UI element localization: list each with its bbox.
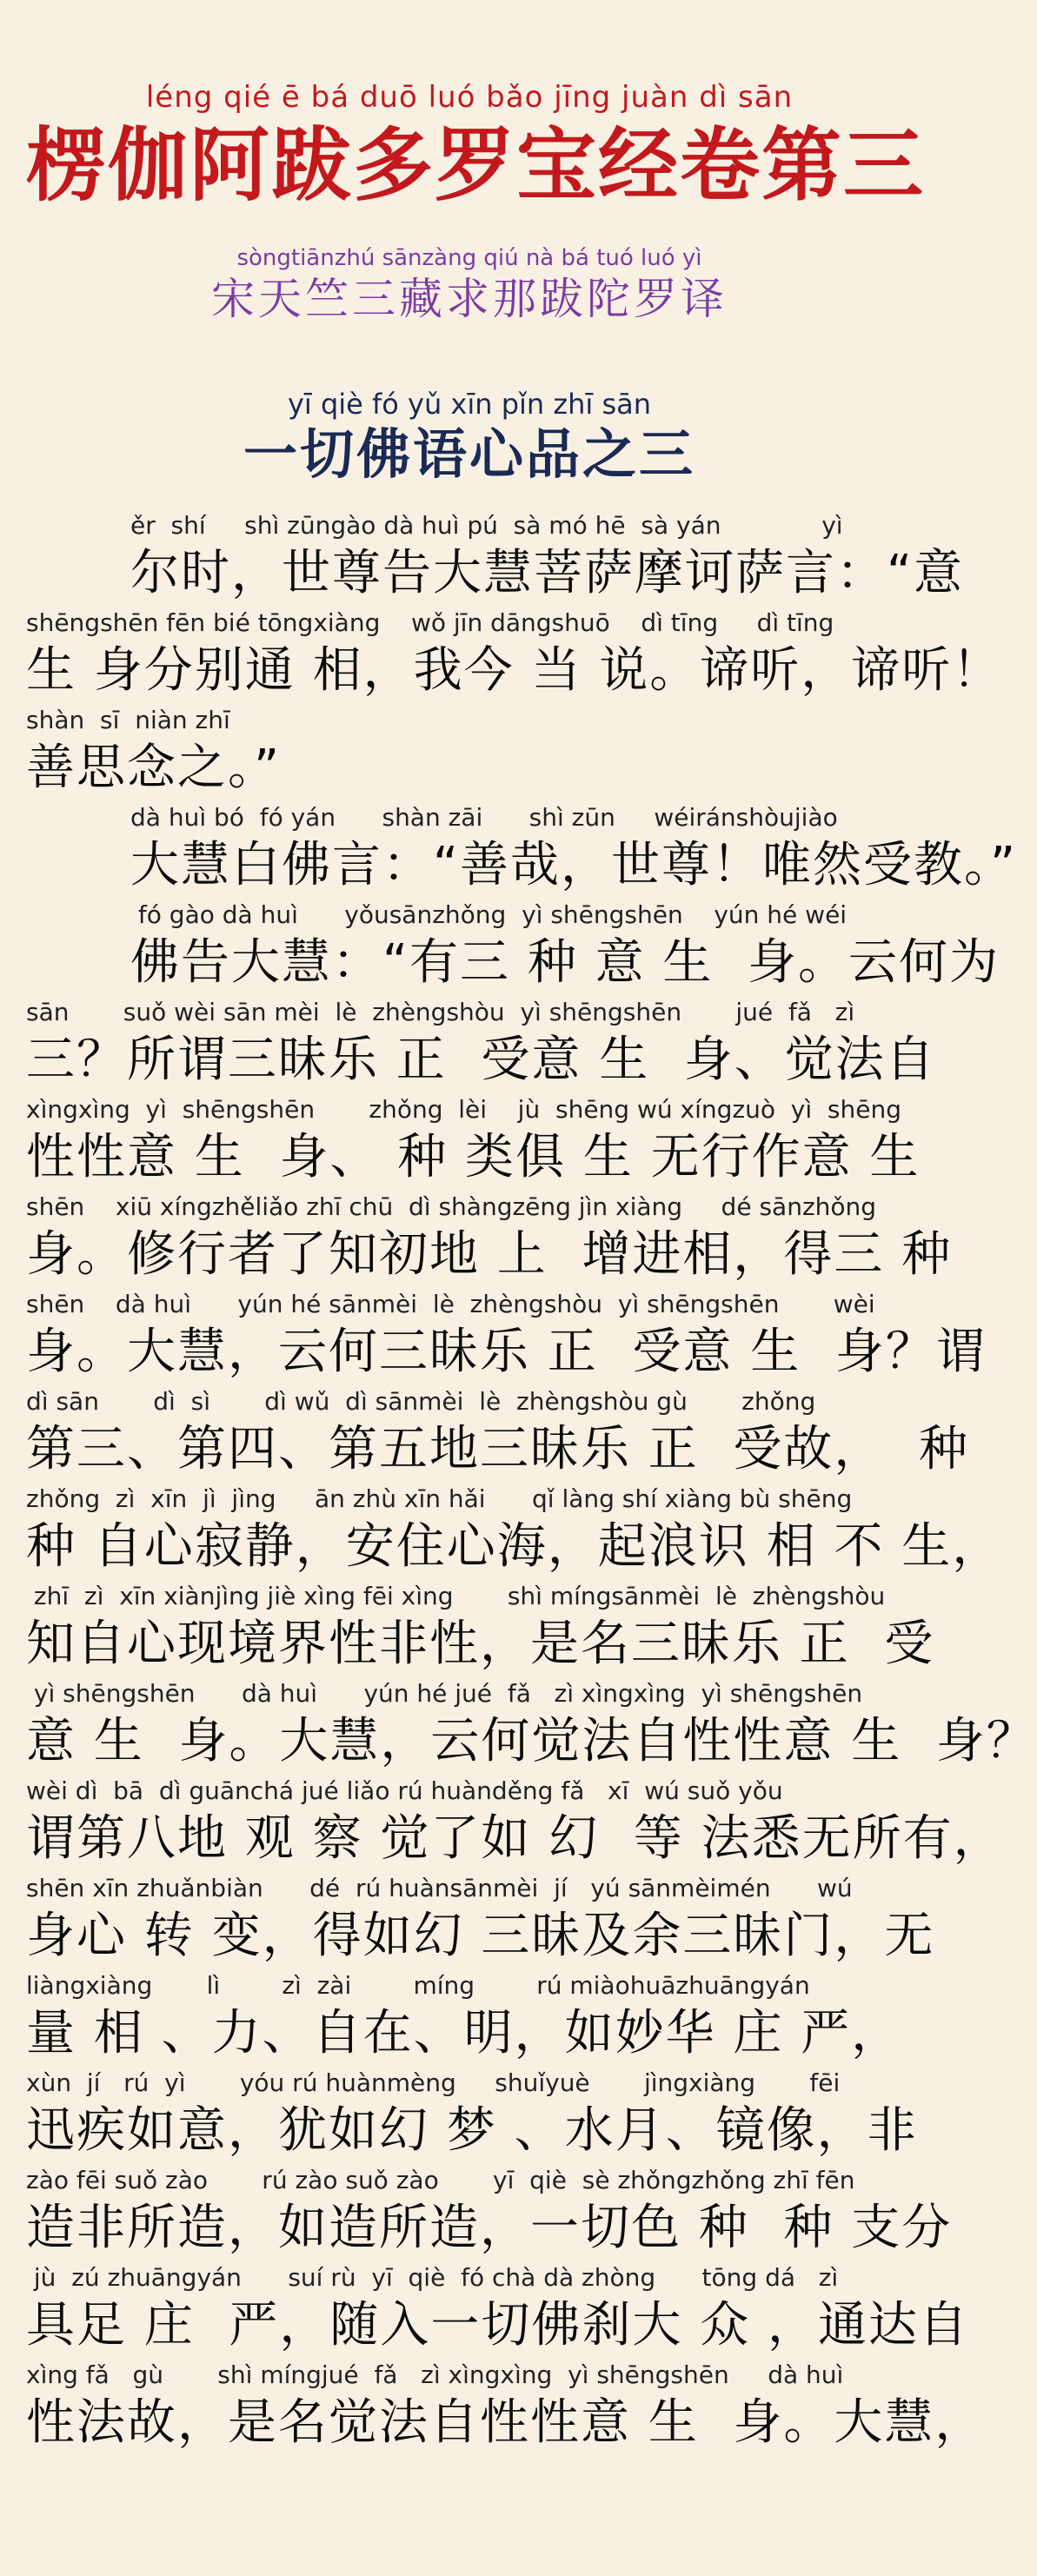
- hanzi-line: 具足 庄 严，随入一切佛刹大 众 ，通达自: [26, 2297, 970, 2354]
- pinyin-line: jù zú zhuāngyán suí rù yī qiè fó chà dà zhòng tōng dá zì: [26, 2263, 839, 2292]
- text-line: [26, 2261, 970, 2359]
- hanzi-line: 种 自心寂静，安住心海，起浪识 相 不 生，: [26, 1518, 1003, 1575]
- hanzi-line: 谓第八地 观 察 觉了如 幻 等 法悉无所有，: [26, 1810, 1004, 1867]
- translator-line: 宋天竺三藏求那跋陀罗译: [211, 274, 728, 324]
- text-line: [26, 2067, 918, 2164]
- text-line: [26, 1580, 935, 1677]
- pinyin-line: zào fēi suǒ zào rú zào suǒ zào yī qiè sè zhǒngzhǒng zhī fēn: [26, 2166, 855, 2194]
- pinyin-line: sān suǒ wèi sān mèi lè zhèngshòu yì shēngshēn jué fǎ zì: [26, 998, 855, 1026]
- hanzi-line: 性性意 生 身、 种 类俱 生 无行作意 生: [26, 1129, 921, 1185]
- pinyin-line: dì sān dì sì dì wǔ dì sānmèi lè zhèngshòu gù zhǒng: [26, 1387, 816, 1416]
- hanzi-line: 迅疾如意，犹如幻 梦 、水月、镜像，非: [26, 2102, 918, 2159]
- text-line: [26, 1677, 1037, 1775]
- pinyin-line: shēngshēn fēn bié tōngxiàng wǒ jīn dāngshuō dì tīng dì tīng: [26, 608, 834, 637]
- pinyin-line: ěr shí shì zūngào dà huì pú sà mó hē sà yán yì: [130, 511, 843, 540]
- text-line: [26, 704, 913, 801]
- pinyin-line: dà huì bó fó yán shàn zāi shì zūn wéiránshòujiào: [130, 803, 838, 832]
- hanzi-line: 大慧白佛言：“善哉，世尊！唯然受教。”: [130, 837, 1018, 893]
- title-pinyin: léng qié ē bá duō luó bǎo jīng juàn dì sān: [145, 80, 794, 115]
- hanzi-line: 佛告大慧：“有三 种 意 生 身。云何为: [130, 934, 1000, 991]
- pinyin-line: zhǒng zì xīn jì jìng ān zhù xīn hǎi qǐ làng shí xiàng bù shēng: [26, 1484, 853, 1513]
- page-title: 楞伽阿跋多罗宝经卷第三: [26, 118, 926, 212]
- pinyin-line: zhī zì xīn xiànjìng jiè xìng fēi xìng shì míngsānmèi lè zhèngshòu: [26, 1582, 886, 1610]
- hanzi-line: 生 身分别通 相，我今 当 说。谛听，谛听！: [26, 642, 1003, 699]
- pinyin-line: wèi dì bā dì guānchá jué liǎo rú huànděng fǎ xī wú suǒ yǒu: [26, 1776, 783, 1805]
- pinyin-line: xìng fǎ gù shì míngjué fǎ zì xìngxìng yì shēngshēn dà huì: [26, 2360, 844, 2389]
- hanzi-line: 造非所造，如造所造，一切色 种 种 支分: [26, 2200, 953, 2256]
- chapter-title: 一切佛语心品之三: [243, 422, 695, 486]
- hanzi-line: 尔时，世尊告大慧菩萨摩诃萨言：“意: [130, 545, 965, 601]
- text-line: [26, 1872, 935, 1969]
- text-line: [26, 2164, 953, 2261]
- hanzi-line: 善思念之。”: [26, 740, 282, 796]
- text-line: [26, 1483, 1003, 1580]
- text-line: [26, 899, 1000, 996]
- hanzi-line: 身。大慧，云何三昧乐 正 受意 生 身？谓: [26, 1324, 987, 1380]
- pinyin-line: liàngxiàng lì zì zài míng rú miàohuāzhuāngyán: [26, 1971, 810, 2000]
- text-line: [26, 1093, 921, 1191]
- hanzi-line: 量 相 、力、自在、明，如妙华 庄 严，: [26, 2005, 902, 2061]
- pinyin-line: xìngxìng yì shēngshēn zhǒng lèi jù shēng wú xíngzuò yì shēng: [26, 1095, 901, 1124]
- text-line: [26, 2359, 986, 2456]
- hanzi-line: 知自心现境界性非性，是名三昧乐 正 受: [26, 1616, 935, 1672]
- pinyin-line: fó gào dà huì yǒusānzhǒng yì shēngshēn yún hé wéi: [130, 900, 848, 929]
- pinyin-line: shēn xiū xíngzhěliǎo zhī chū dì shàngzēng jìn xiàng dé sānzhǒng: [26, 1192, 877, 1221]
- scripture-body: [26, 509, 1037, 2456]
- text-line: [26, 509, 965, 607]
- text-line: [26, 1191, 953, 1288]
- pinyin-line: yì shēngshēn dà huì yún hé jué fǎ zì xìngxìng yì shēngshēn: [26, 1679, 863, 1708]
- text-line: [26, 1288, 987, 1385]
- hanzi-line: 意 生 身。大慧，云何觉法自性性意 生 身？: [26, 1713, 1037, 1769]
- chapter-pinyin: yī qiè fó yǔ xīn pǐn zhī sān: [287, 388, 652, 421]
- text-line: [26, 607, 1003, 704]
- pinyin-line: shēn xīn zhuǎnbiàn dé rú huànsānmèi jí yú sānmèimén wú: [26, 1874, 853, 1902]
- scripture-page: [0, 80, 1037, 2576]
- text-line: [26, 996, 936, 1093]
- text-line: [26, 1969, 913, 2067]
- hanzi-line: 身心 转 变，得如幻 三昧及余三昧门，无: [26, 1908, 935, 1964]
- pinyin-line: shēn dà huì yún hé sānmèi lè zhèngshòu yì shēngshēn wèi: [26, 1290, 875, 1318]
- page-header: [26, 80, 926, 487]
- text-line: [26, 1385, 970, 1483]
- translator-pinyin: sòngtiānzhú sānzàng qiú nà bá tuó luó yì: [236, 245, 702, 271]
- hanzi-line: 第三、第四、第五地三昧乐 正 受故， 种: [26, 1421, 970, 1477]
- hanzi-line: 性法故，是名觉法自性性意 生 身。大慧，: [26, 2394, 986, 2451]
- pinyin-line: xùn jí rú yì yóu rú huànmèng shuǐyuè jìngxiàng fēi: [26, 2068, 841, 2097]
- text-line: [26, 1775, 1004, 1872]
- pinyin-line: shàn sī niàn zhī: [26, 706, 230, 734]
- text-line: [26, 801, 1018, 899]
- hanzi-line: 三？所谓三昧乐 正 受意 生 身、觉法自: [26, 1032, 936, 1088]
- hanzi-line: 身。修行者了知初地 上 增进相，得三 种: [26, 1226, 953, 1283]
